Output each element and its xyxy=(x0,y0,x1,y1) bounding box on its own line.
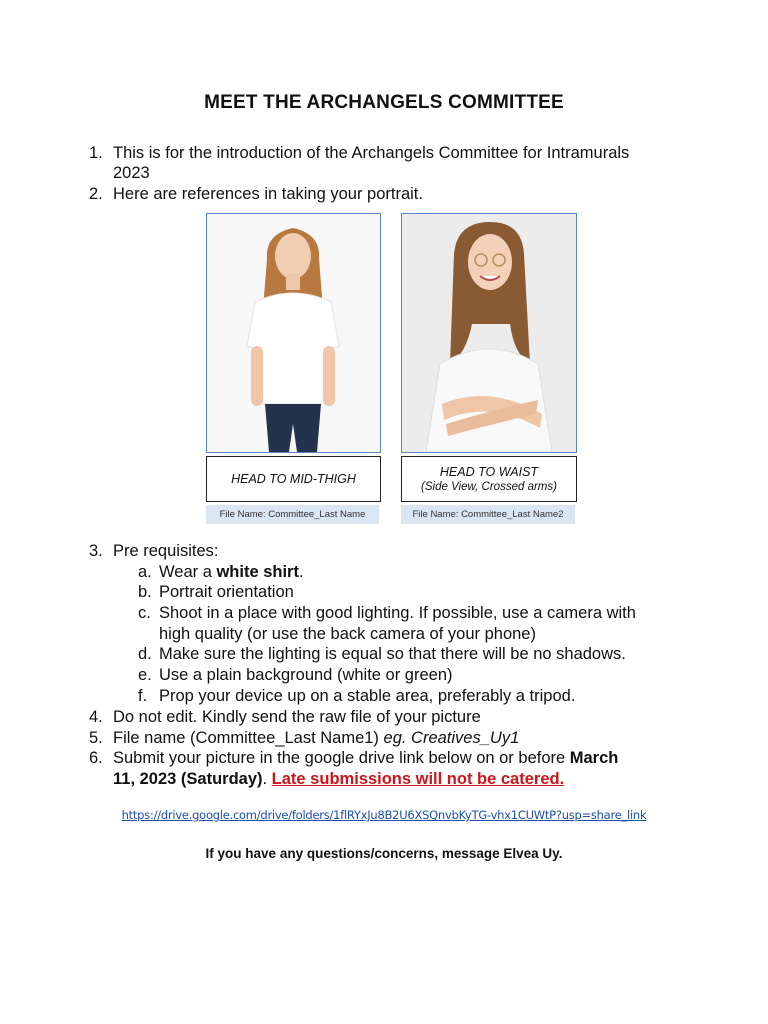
list-item-text: Submit your picture in the google drive link below on or before March xyxy=(113,749,619,767)
sublist-item: Portrait orientation xyxy=(159,583,294,601)
list-marker: 3. xyxy=(89,542,103,560)
sublist-item-cont: high quality (or use the back camera of your phone) xyxy=(159,625,536,643)
caption-text: HEAD TO MID-THIGH xyxy=(231,472,356,486)
sublist-item: Use a plain background (white or green) xyxy=(159,666,453,684)
reference-photo-waist xyxy=(401,213,577,453)
list-item-text: This is for the introduction of the Archangels Committee for Intramurals xyxy=(113,144,630,162)
reference-photo-mid-thigh xyxy=(206,213,381,453)
list-marker: 5. xyxy=(89,729,103,747)
late-warning: Late submissions will not be catered. xyxy=(271,770,565,788)
list-marker: 4. xyxy=(89,708,103,726)
list-item-text-cont: 11, 2023 (Saturday). Late submissions will not be catered. xyxy=(113,770,565,788)
file-name-label: File Name: Committee_Last Name xyxy=(206,505,379,524)
sublist-marker: d. xyxy=(138,645,152,663)
sublist-marker: a. xyxy=(138,563,152,581)
sublist-item: Shoot in a place with good lighting. If possible, use a camera with xyxy=(159,604,636,622)
caption-waist xyxy=(401,456,577,502)
caption-mid-thigh xyxy=(206,456,381,502)
caption-subtext: (Side View, Crossed arms) xyxy=(421,481,557,493)
woman-tshirt-image xyxy=(207,214,380,452)
sublist-item: Prop your device up on a stable area, preferably a tripod. xyxy=(159,687,576,705)
sublist-marker: e. xyxy=(138,666,152,684)
list-item-text: File name (Committee_Last Name1) eg. Creatives_Uy1 xyxy=(113,729,520,747)
list-item-text: Do not edit. Kindly send the raw file of your picture xyxy=(113,708,481,726)
sublist-item: Wear a white shirt. xyxy=(159,563,304,581)
page-title: MEET THE ARCHANGELS COMMITTEE xyxy=(204,92,564,113)
list-item-text: Here are references in taking your portrait. xyxy=(113,185,423,203)
sublist-marker: c. xyxy=(138,604,151,622)
list-marker: 2. xyxy=(89,185,103,203)
sublist-marker: f. xyxy=(138,687,148,705)
list-item-text: Pre requisites: xyxy=(113,542,219,560)
contact-note: If you have any questions/concerns, message Elvea Uy. xyxy=(205,846,563,861)
list-marker: 6. xyxy=(89,749,103,767)
list-item-text-cont: 2023 xyxy=(113,164,150,182)
drive-link[interactable]: https://drive.google.com/drive/folders/1flRYxJu8B2U6XSQnvbKyTG-vhx1CUWtP?usp=share_link xyxy=(121,808,647,822)
sublist-marker: b. xyxy=(138,583,152,601)
file-name-label: File Name: Committee_Last Name2 xyxy=(401,505,575,524)
sublist-item: Make sure the lighting is equal so that there will be no shadows. xyxy=(159,645,626,663)
caption-text: HEAD TO WAIST xyxy=(439,465,539,479)
list-marker: 1. xyxy=(89,144,103,162)
woman-glasses-image xyxy=(402,214,576,452)
